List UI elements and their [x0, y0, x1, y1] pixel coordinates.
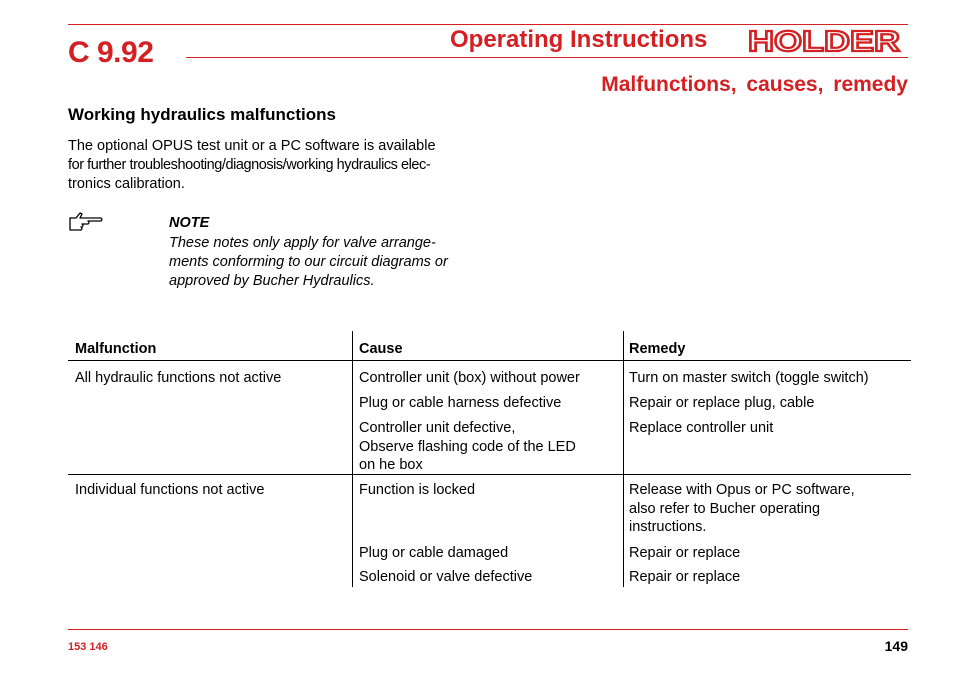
intro-line: tronics calibration.: [68, 176, 185, 192]
chapter-number: C 9.92: [68, 36, 154, 69]
cause-cell: Controller unit (box) without power: [359, 370, 580, 386]
column-divider: [352, 331, 353, 587]
cause-cell: Solenoid or valve defective: [359, 569, 533, 585]
malfunction-cell: Individual functions not active: [75, 482, 265, 498]
page-number: 149: [884, 638, 908, 654]
column-divider: [623, 331, 624, 587]
holder-logo-text: HOLDER: [748, 27, 901, 55]
note-line: These notes only apply for valve arrange-: [169, 235, 436, 251]
note-line: ments conforming to our circuit diagrams or: [169, 254, 448, 270]
header-rule: [186, 57, 908, 58]
intro-line: for further troubleshooting/diagnosis/working hydraulics elec-: [68, 157, 431, 173]
holder-logo: [748, 27, 902, 55]
document-number: 153 146: [68, 641, 108, 653]
note-line: approved by Bucher Hydraulics.: [169, 273, 375, 289]
cause-cell: Controller unit defective, Observe flashing code of the LED on he box: [359, 420, 576, 473]
remedy-cell: Turn on master switch (toggle switch): [629, 370, 869, 386]
section-title: Working hydraulics malfunctions: [68, 105, 336, 124]
cause-cell: Plug or cable damaged: [359, 545, 509, 561]
group-divider: [68, 474, 911, 475]
remedy-cell: Replace controller unit: [629, 420, 774, 436]
intro-paragraph: [68, 137, 478, 194]
cause-cell: Plug or cable harness defective: [359, 395, 562, 411]
header-rule-top: [68, 24, 908, 25]
header-cause: Cause: [359, 341, 403, 357]
header-rule: [68, 360, 911, 361]
remedy-cell: Repair or replace: [629, 545, 741, 561]
page-title: Operating Instructions: [450, 26, 708, 53]
header-remedy: Remedy: [629, 341, 686, 357]
remedy-cell: Repair or replace: [629, 569, 741, 585]
cause-cell: Function is locked: [359, 482, 476, 498]
malfunction-cell: All hydraulic functions not active: [75, 370, 282, 386]
header-malfunction: Malfunction: [75, 341, 157, 357]
intro-line: The optional OPUS test unit or a PC software is available: [68, 138, 436, 154]
remedy-cell: Repair or replace plug, cable: [629, 395, 815, 411]
footer-rule: [68, 629, 908, 630]
remedy-cell: Release with Opus or PC software, also refer to Bucher operating instructions.: [629, 482, 855, 535]
note-heading: NOTE: [169, 215, 210, 231]
section-subtitle: Malfunctions, causes, remedy: [601, 73, 908, 96]
pointing-hand-icon: [68, 209, 104, 233]
note-body: [169, 234, 475, 291]
